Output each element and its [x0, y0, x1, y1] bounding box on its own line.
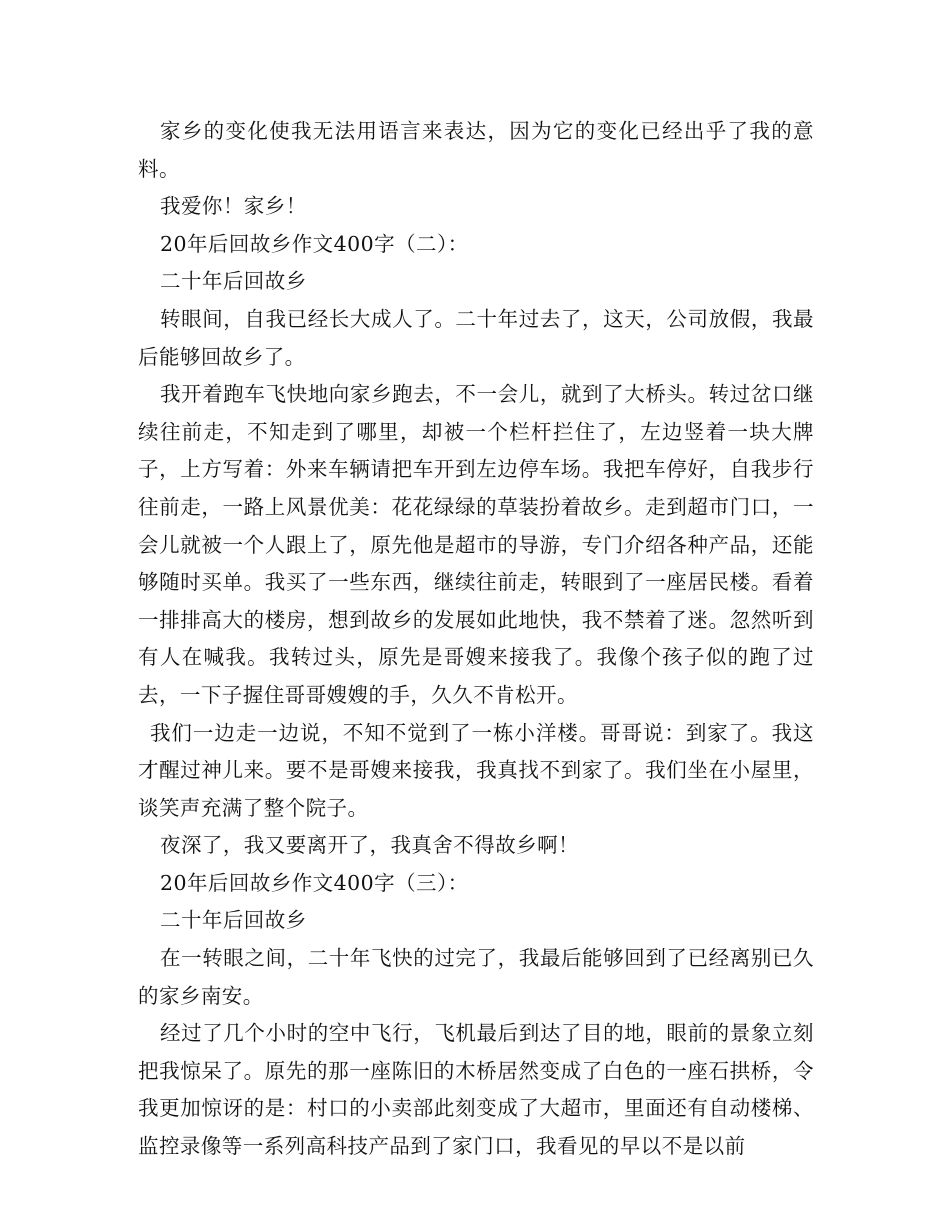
paragraph-12: 经过了几个小时的空中飞行，飞机最后到达了目的地，眼前的景象立刻把我惊呆了。原先的那一座陈旧的木桥居然变成了白色的一座石拱桥，令我更加惊讶的是：村口的小卖部此刻变成了大超市，里面还有自动楼梯、监控录像等一系列高科技产品到了家门口，我看见的早以不是以前 — [138, 1021, 814, 1159]
document-body — [138, 113, 814, 1166]
essay-title-2: 二十年后回故乡 — [160, 269, 307, 294]
essay-title-3: 二十年后回故乡 — [160, 908, 307, 933]
paragraph-2: 我爱你！家乡！ — [160, 194, 307, 219]
paragraph-5: 转眼间，自我已经长大成人了。二十年过去了，这天，公司放假，我最后能够回故乡了。 — [138, 306, 814, 369]
paragraph-8: 夜深了，我又要离开了，我真舍不得故乡啊！ — [160, 833, 579, 858]
paragraph-11: 在一转眼之间，二十年飞快的过完了，我最后能够回到了已经离别已久的家乡南安。 — [138, 946, 814, 1008]
section-heading-2: 20年后回故乡作文400字（二）： — [160, 231, 469, 256]
paragraph-1: 家乡的变化使我无法用语言来表达，因为它的变化已经出乎了我的意料。 — [138, 119, 814, 181]
paragraph-7: 我们一边走一边说，不知不觉到了一栋小洋楼。哥哥说：到家了。我这才醒过神儿来。要不是哥嫂来接我，我真找不到家了。我们坐在小屋里，谈笑声充满了整个院子。 — [138, 720, 814, 820]
paragraph-6: 我开着跑车飞快地向家乡跑去，不一会儿，就到了大桥头。转过岔口继续往前走，不知走到了哪里，却被一个栏杆拦住了，左边竖着一块大牌子，上方写着：外来车辆请把车开到左边停车场。我把车停好，自我步行往前走，一路上风景优美：花花绿绿的草装扮着故乡。走到超市门口，一会儿就被一个人跟上了，原先他是超市的导游，专门介绍各种产品，还能够随时买单。我买了一些东西，继续往前走，转眼到了一座居民楼。看着一排排高大的楼房，想到故乡的发展如此地快，我不禁着了迷。忽然听到有人在喊我。我转过头，原先是哥嫂来接我了。我像个孩子似的跑了过去，一下子握住哥哥嫂嫂的手，久久不肯松开。 — [138, 382, 814, 707]
section-heading-3: 20年后回故乡作文400字（三）： — [160, 870, 469, 895]
